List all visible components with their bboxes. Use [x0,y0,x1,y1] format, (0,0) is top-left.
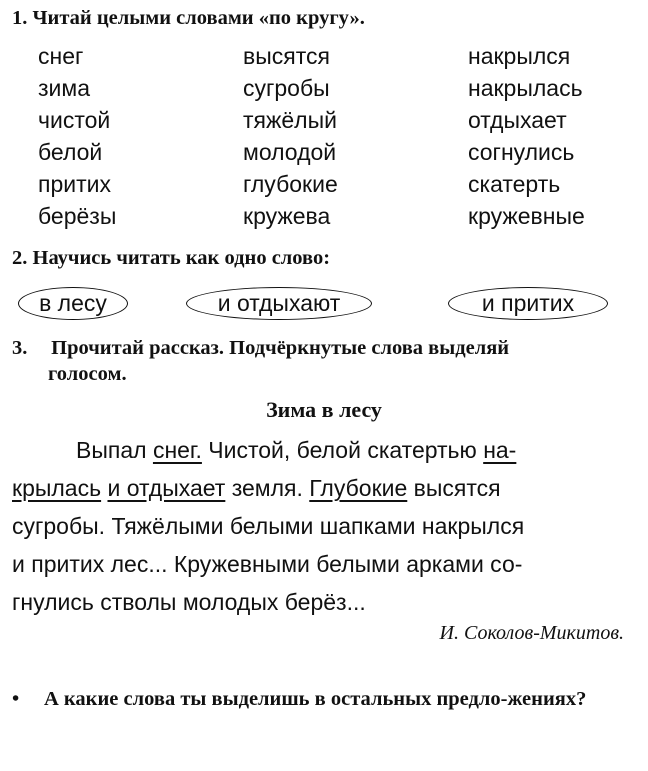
word: высятся [243,43,330,69]
underlined-word: снег. [152,437,202,463]
word: кружева [243,203,331,229]
phrase-oval: и притих [448,287,608,320]
task-3-heading-line1: Прочитай рассказ. Подчёркнутые слова выделяй [51,337,510,359]
question-text: А какие слова ты выделишь в остальных предло-жениях? [44,688,587,710]
story-title: Зима в лесу [266,397,382,422]
word: притих [38,171,111,197]
underlined-word: на- [483,437,517,463]
word: тяжёлый [243,107,337,133]
word: молодой [243,139,337,165]
task-3-number: 3. [12,337,28,359]
phrase-oval: и отдыхают [186,287,372,320]
story-line-3: сугробы. Тяжёлыми белыми шапками накрылся [12,513,525,539]
story-text: высятся [407,475,501,501]
word: накрылся [468,43,571,69]
word: накрылась [468,75,583,101]
word: глубокие [243,171,338,197]
word: снег [38,43,84,69]
word-column-2 [243,40,338,232]
task-2-heading [12,246,330,271]
task-1-heading [12,6,365,31]
story-author: И. Соколов-Микитов. [439,622,624,644]
task-2-heading-text: Научись читать как одно слово: [32,247,331,269]
underlined-word: Глубокие [309,475,408,501]
story-text: земля. [225,475,310,501]
story-line-2 [12,469,632,507]
bullet-icon: • [12,688,20,710]
task-3-heading-line2: голосом. [48,363,127,385]
word-column-1 [38,40,116,232]
word: отдыхает [468,107,567,133]
task-1-heading-text: Читай целыми словами «по кругу». [32,7,365,29]
task-3-heading-cont [48,362,127,387]
word: белой [38,139,103,165]
task-2-number: 2. [12,247,28,269]
word: сугробы [243,75,330,101]
word: скатерть [468,171,561,197]
story-text: Выпал [76,437,153,463]
story-text: Чистой, белой скатертью [201,437,484,463]
task-3-heading [12,336,642,361]
task-1-number: 1. [12,7,28,29]
word: зима [38,75,90,101]
word: согнулись [468,139,575,165]
story-line-1 [76,431,632,469]
word-column-3 [468,40,585,232]
underlined-word: и отдыхает [107,475,226,501]
phrase-oval: в лесу [18,287,128,320]
word: кружевные [468,203,585,229]
story-line-4: и притих лес... Кружевными белыми арками со- [12,551,523,577]
story-line-5: гнулись стволы молодых берёз... [12,589,366,615]
underlined-word: крылась [12,475,102,501]
word: берёзы [38,203,117,229]
word: чистой [38,107,111,133]
